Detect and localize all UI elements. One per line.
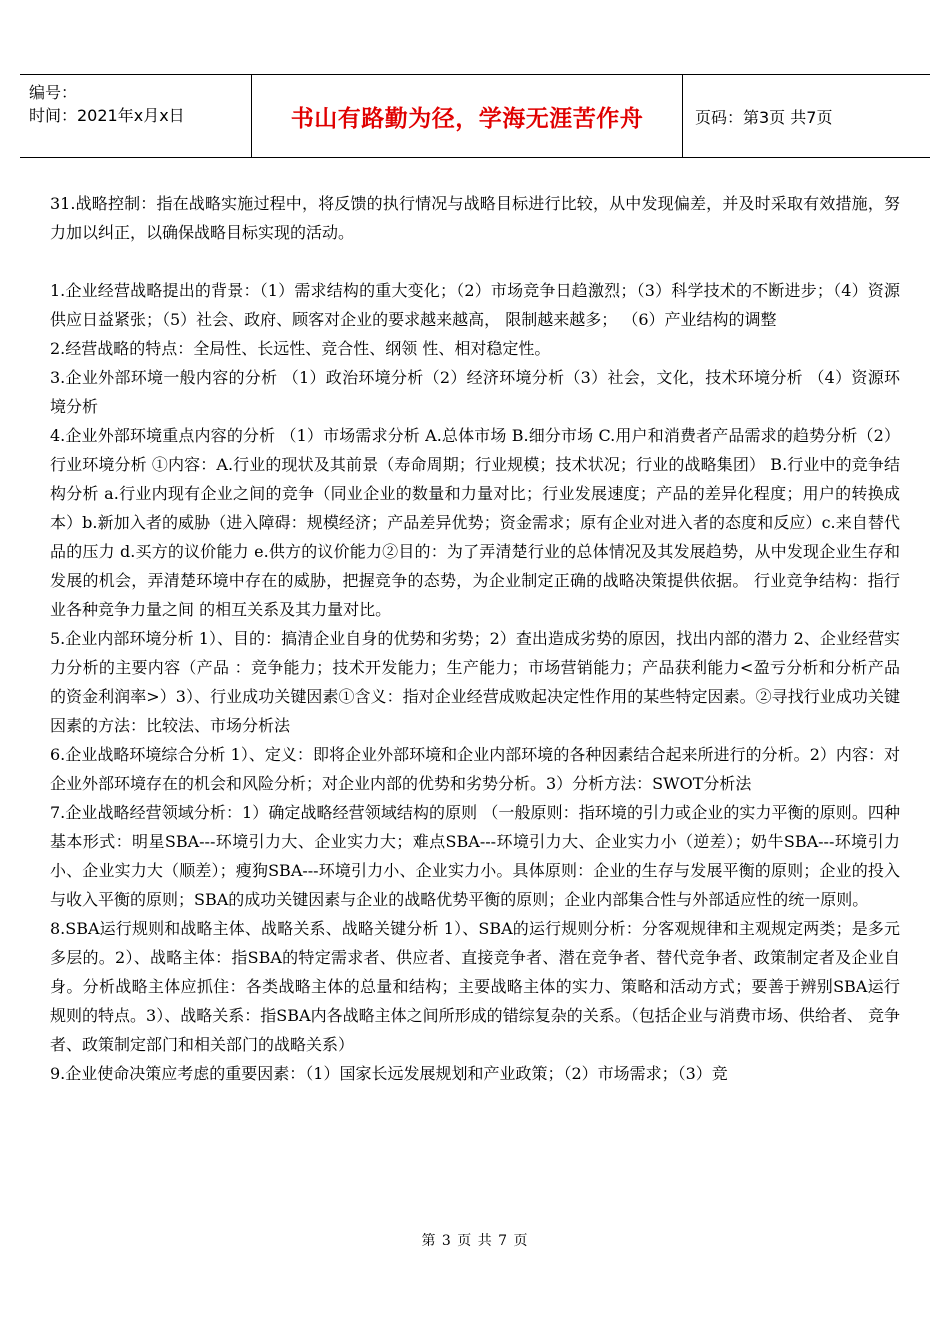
paragraph-gap xyxy=(50,247,900,276)
paragraph-item-2: 2.经营战略的特点：全局性、长远性、竞合性、纲领 性、相对稳定性。 xyxy=(50,339,551,358)
paragraph-item-6: 6.企业战略环境综合分析 1）、定义：即将企业外部环境和企业内部环境的各种因素结合起来所进行的分析。2）内容：对企业外部环境存在的机会和风险分析；对企业内部的优势和劣势分析。3）分析方法：SWOT分析法 xyxy=(50,745,900,793)
paragraph-item-3: 3.企业外部环境一般内容的分析 （1）政治环境分析（2）经济环境分析（3）社会，文化，技术环境分析 （4）资源环境分析 xyxy=(50,368,900,416)
document-body xyxy=(50,189,900,1088)
paragraph-item-5: 5.企业内部环境分析 1）、目的：搞清企业自身的优势和劣势；2）查出造成劣势的原因，找出内部的潜力 2、企业经营实力分析的主要内容（产品 ：竞争能力；技术开发能力；生产能力；市场营销能力；产品获利能力<盈亏分析和分析产品的资金利润率>）3）、行业成功关键因素①含义：指对企业经营成败起决定性作用的某些特定因素。②寻找行业成功关键因素的方法：比较法、市场分析法 xyxy=(50,629,900,735)
paragraph-item-1: 1.企业经营战略提出的背景：（1）需求结构的重大变化；（2）市场竞争日趋激烈；（3）科学技术的不断进步；（4）资源供应日益紧张；（5）社会、政府、顾客对企业的要求越来越高， 限制越来越多； （6）产业结构的调整 xyxy=(50,281,900,329)
paragraph-item-8: 8.SBA运行规则和战略主体、战略关系、战略关键分析 1）、SBA的运行规则分析：分客观规律和主观规定两类；是多元多层的。2）、战略主体：指SBA的特定需求者、供应者、直接竞争者、潜在竞争者、替代竞争者、政策制定者及企业自身。分析战略主体应抓住：各类战略主体的总量和结构；主要战略主体的实力、策略和活动方式；要善于辨别SBA运行规则的特点。3）、战略关系：指SBA内各战略主体之间所形成的错综复杂的关系。（包括企业与消费市场、供给者、 竞争者、政策制定部门和相关部门的战略关系） xyxy=(50,919,900,1054)
doc-number-label: 编号： xyxy=(29,83,78,102)
time-label: 时间：2021年x月x日 xyxy=(29,106,185,125)
page-header xyxy=(20,74,930,158)
paragraph-item-7: 7.企业战略经营领域分析：1）确定战略经营领域结构的原则 （一般原则：指环境的引力或企业的实力平衡的原则。四种基本形式：明星SBA---环境引力大、企业实力大；难点SBA---环境引力大、企业实力小（逆差）；奶牛SBA---环境引力小、企业实力大（顺差）；瘦狗SBA---环境引力小、企业实力小。具体原则：企业的生存与发展平衡的原则；企业的投入与收入平衡的原则；SBA的成功关键因素与企业的战略优势平衡的原则；企业内部集合性与外部适应性的统一原则。 xyxy=(50,803,900,909)
page-footer: 第 3 页 共 7 页 xyxy=(421,1233,529,1249)
header-motto: 书山有路勤为径，学海无涯苦作舟 xyxy=(252,75,683,157)
header-meta xyxy=(20,75,252,157)
paragraph-item-9: 9.企业使命决策应考虑的重要因素：（1）国家长远发展规划和产业政策；（2）市场需求；（3）竞 xyxy=(50,1064,728,1083)
header-page-code: 页码：第3页 共7页 xyxy=(695,107,833,127)
paragraph-intro: 31.战略控制：指在战略实施过程中，将反馈的执行情况与战略目标进行比较，从中发现偏差，并及时采取有效措施，努力加以纠正，以确保战略目标实现的活动。 xyxy=(50,194,900,242)
paragraph-item-4: 4.企业外部环境重点内容的分析 （1）市场需求分析 A.总体市场 B.细分市场 C.用户和消费者产品需求的趋势分析（2）行业环境分析 ①内容：A.行业的现状及其前景（寿命周期；行业规模；技术状况；行业的战略集团） B.行业中的竞争结构分析 a.行业内现有企业之间的竞争（同业企业的数量和力量对比；行业发展速度；产品的差异化程度；用户的转换成本）b.新加入者的威胁（进入障碍：规模经济；产品差异优势；资金需求；原有企业对进入者的态度和反应）c.来自替代品的压力 d.买方的议价能力 e.供方的议价能力②目的：为了弄清楚行业的总体情况及其发展趋势，从中发现企业生存和发展的机会，弄清楚环境中存在的威胁，把握竞争的态势，为企业制定正确的战略决策提供依据。 行业竞争结构：指行业各种竞争力量之间 的相互关系及其力量对比。 xyxy=(50,426,900,619)
